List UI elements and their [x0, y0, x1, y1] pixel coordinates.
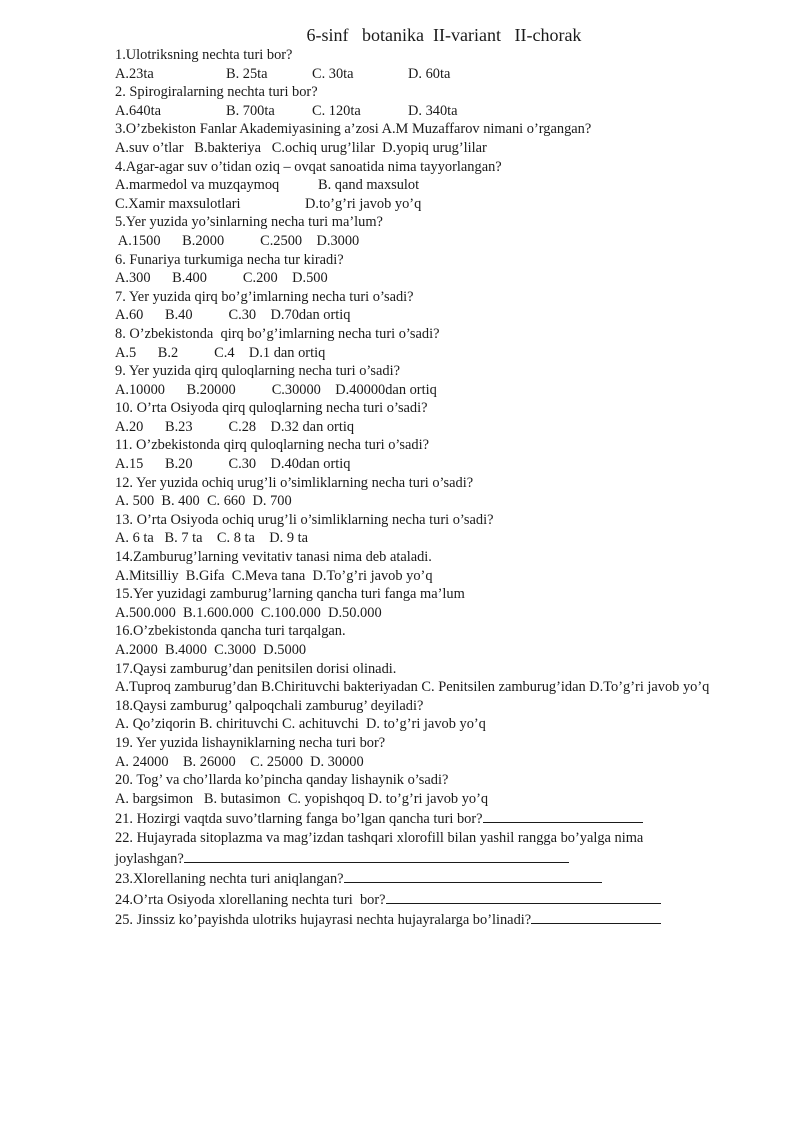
question-5: 5.Yer yuzida yo’sinlarning necha turi ma’lum? — [115, 214, 383, 231]
answer-blank-23[interactable] — [344, 868, 602, 883]
option-a: A.23ta — [115, 65, 154, 82]
question-8: 8. O’zbekistonda qirq bo’g’imlarning necha turi o’sadi? — [115, 325, 440, 342]
question-1-options — [115, 65, 765, 84]
question-10-options: A.20 B.23 C.28 D.32 dan ortiq — [115, 418, 355, 435]
question-6: 6. Funariya turkumiga necha tur kiradi? — [115, 251, 344, 268]
question-9: 9. Yer yuzida qirq quloqlarning necha turi o’sadi? — [115, 363, 400, 380]
question-15: 15.Yer yuzidagi zamburug’larning qancha turi fanga ma’lum — [115, 586, 465, 603]
question-23-text: 23.Xlorellaning nechta turi aniqlangan? — [115, 871, 344, 888]
page-title: 6-sinf botanika II-variant II-chorak — [306, 25, 582, 45]
question-2: 2. Spirogiralarning nechta turi bor? — [115, 84, 318, 101]
question-11-options: A.15 B.20 C.30 D.40dan ortiq — [115, 456, 351, 473]
question-16-options: A.2000 B.4000 C.3000 D.5000 — [115, 642, 307, 658]
question-25-text: 25. Jinssiz ko’payishda ulotriks hujayrasi nechta hujayralarga bo’linadi? — [115, 912, 532, 929]
question-21-text: 21. Hozirgi vaqtda suvo’tlarning fanga bo’lgan qancha turi bor? — [115, 811, 483, 828]
question-17-options: A.Tuproq zamburug’dan B.Chirituvchi bakteriyadan C. Penitsilen zamburug’idan D.To’g’ri javob yo’q — [115, 679, 710, 696]
question-2-options — [115, 102, 765, 121]
question-4: 4.Agar-agar suv o’tidan oziq – ovqat sanoatida nima tayyorlangan? — [115, 158, 502, 175]
question-22-cont — [115, 848, 765, 869]
answer-blank-21[interactable] — [483, 808, 643, 823]
option-a: A.640ta — [115, 102, 161, 119]
question-14-options: A.Mitsilliy B.Gifa C.Meva tana D.To’g’ri javob yo’q — [115, 567, 433, 584]
question-13-options: A. 6 ta B. 7 ta C. 8 ta D. 9 ta — [115, 530, 309, 547]
question-9-options: A.10000 B.20000 C.30000 D.40000dan ortiq — [115, 381, 437, 398]
question-18: 18.Qaysi zamburug’ qalpoqchali zamburug’ deyiladi? — [115, 697, 424, 714]
question-1: 1.Ulotriksning nechta turi bor? — [115, 47, 293, 63]
question-5-options: A.1500 B.2000 C.2500 D.3000 — [115, 232, 360, 249]
question-22: 22. Hujayrada sitoplazma va mag’izdan tashqari xlorofill bilan yashil rangga bo’yalga nima — [115, 829, 644, 846]
question-16: 16.O’zbekistonda qancha turi tarqalgan. — [115, 623, 346, 640]
question-24-text: 24.O’rta Osiyoda xlorellaning nechta turi bor? — [115, 891, 386, 908]
question-7: 7. Yer yuzida qirq bo’g’imlarning necha turi o’sadi? — [115, 288, 414, 305]
question-7-options: A.60 B.40 C.30 D.70dan ortiq — [115, 307, 351, 324]
question-19: 19. Yer yuzida lishayniklarning necha turi bor? — [115, 734, 386, 751]
answer-blank-22[interactable] — [184, 848, 569, 863]
question-18-options: A. Qo’ziqorin B. chirituvchi C. achituvchi D. to’g’ri javob yo’q — [115, 716, 486, 733]
question-20-options: A. bargsimon B. butasimon C. yopishqoq D. to’g’ri javob yo’q — [115, 790, 489, 807]
question-4-options-row1 — [115, 176, 765, 195]
option-c: C. 120ta — [312, 102, 361, 119]
option-d: D. 60ta — [408, 65, 451, 82]
question-8-options: A.5 B.2 C.4 D.1 dan ortiq — [115, 344, 326, 361]
option-b: B. 25ta — [226, 65, 268, 82]
question-22-text-cont: joylashgan? — [115, 850, 184, 867]
answer-blank-25[interactable] — [531, 909, 661, 924]
option-a: A.marmedol va muzqaymoq — [115, 177, 280, 194]
question-14: 14.Zamburug’larning vevitativ tanasi nima deb ataladi. — [115, 549, 432, 566]
question-6-options: A.300 B.400 C.200 D.500 — [115, 270, 328, 287]
answer-blank-24[interactable] — [386, 889, 661, 904]
question-13: 13. O’rta Osiyoda ochiq urug’li o’simliklarning necha turi o’sadi? — [115, 511, 494, 528]
question-17: 17.Qaysi zamburug’dan penitsilen dorisi olinadi. — [115, 660, 397, 677]
question-15-options: A.500.000 B.1.600.000 C.100.000 D.50.000 — [115, 604, 382, 621]
option-c: C. 30ta — [312, 65, 354, 82]
question-12-options: A. 500 B. 400 C. 660 D. 700 — [115, 493, 292, 510]
option-d: D. 340ta — [408, 102, 458, 119]
question-19-options: A. 24000 B. 26000 C. 25000 D. 30000 — [115, 753, 364, 770]
question-25 — [115, 909, 765, 930]
question-11: 11. O’zbekistonda qirq quloqlarning necha turi o’sadi? — [115, 437, 429, 454]
question-3-options: A.suv o’tlar B.bakteriya C.ochiq urug’lilar D.yopiq urug’lilar — [115, 139, 487, 156]
question-list — [115, 46, 765, 930]
question-21 — [115, 808, 765, 829]
option-b: B. 700ta — [226, 102, 275, 119]
question-20: 20. Tog’ va cho’llarda ko’pincha qanday lishaynik o’sadi? — [115, 772, 449, 789]
option-c: C.Xamir maxsulotlari — [115, 195, 241, 212]
question-4-options-row2 — [115, 195, 765, 214]
question-12: 12. Yer yuzida ochiq urug’li o’simliklarning necha turi o’sadi? — [115, 474, 474, 491]
option-d: D.to’g’ri javob yo’q — [305, 195, 422, 212]
question-3: 3.O’zbekiston Fanlar Akademiyasining a’zosi A.M Muzaffarov nimani o’rgangan? — [115, 121, 592, 138]
question-10: 10. O’rta Osiyoda qirq quloqlarning necha turi o’sadi? — [115, 400, 428, 417]
question-23 — [115, 868, 765, 889]
option-b: B. qand maxsulot — [318, 177, 420, 194]
question-24 — [115, 889, 765, 910]
